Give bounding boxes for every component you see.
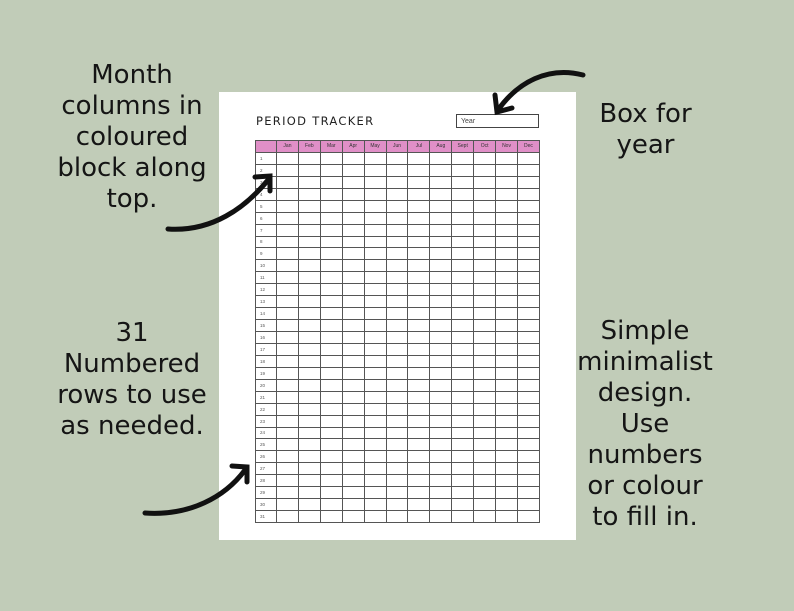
month-header-sept: Sept xyxy=(452,141,474,153)
day-number: 5 xyxy=(256,200,277,212)
day-number: 4 xyxy=(256,188,277,200)
month-header-jul: Jul xyxy=(408,141,430,153)
day-number: 17 xyxy=(256,343,277,355)
month-header-dec: Dec xyxy=(517,141,539,153)
day-number: 24 xyxy=(256,427,277,439)
month-header-nov: Nov xyxy=(496,141,518,153)
month-header-jun: Jun xyxy=(386,141,408,153)
day-number: 7 xyxy=(256,224,277,236)
callout-year-box: Box for year xyxy=(599,99,692,160)
month-header-jan: Jan xyxy=(277,141,299,153)
arrow-to-rows-icon xyxy=(145,470,245,513)
month-header-oct: Oct xyxy=(474,141,496,153)
day-number: 28 xyxy=(256,475,277,487)
day-number: 11 xyxy=(256,272,277,284)
day-number: 12 xyxy=(256,284,277,296)
callout-numbered-rows: 31 Numbered rows to use as needed. xyxy=(57,318,207,441)
month-header-may: May xyxy=(364,141,386,153)
day-number: 6 xyxy=(256,212,277,224)
month-header-apr: Apr xyxy=(342,141,364,153)
day-number: 18 xyxy=(256,355,277,367)
callout-simple-design: Simple minimalist design. Use numbers or colour to fill in. xyxy=(577,316,713,532)
month-header-mar: Mar xyxy=(320,141,342,153)
day-number: 23 xyxy=(256,415,277,427)
year-input-box[interactable]: Year xyxy=(456,114,539,128)
day-number: 26 xyxy=(256,451,277,463)
day-number: 8 xyxy=(256,236,277,248)
day-number: 19 xyxy=(256,367,277,379)
day-number: 30 xyxy=(256,499,277,511)
day-number: 1 xyxy=(256,152,277,164)
month-header-aug: Aug xyxy=(430,141,452,153)
month-header-feb: Feb xyxy=(298,141,320,153)
day-number: 20 xyxy=(256,379,277,391)
day-number: 25 xyxy=(256,439,277,451)
arrow-to-month-row-icon xyxy=(168,180,268,229)
day-number: 10 xyxy=(256,260,277,272)
day-number: 21 xyxy=(256,391,277,403)
day-number: 2 xyxy=(256,164,277,176)
day-number: 15 xyxy=(256,320,277,332)
day-number: 3 xyxy=(256,176,277,188)
day-number: 29 xyxy=(256,487,277,499)
day-number: 13 xyxy=(256,296,277,308)
arrow-to-year-box-icon xyxy=(498,72,583,110)
day-number: 16 xyxy=(256,332,277,344)
tracker-title: PERIOD TRACKER xyxy=(256,114,375,128)
callout-month-columns: Month columns in coloured block along top. xyxy=(57,60,207,214)
day-number: 27 xyxy=(256,463,277,475)
day-number: 22 xyxy=(256,403,277,415)
day-number: 31 xyxy=(256,511,277,523)
day-number: 9 xyxy=(256,248,277,260)
day-number: 14 xyxy=(256,308,277,320)
